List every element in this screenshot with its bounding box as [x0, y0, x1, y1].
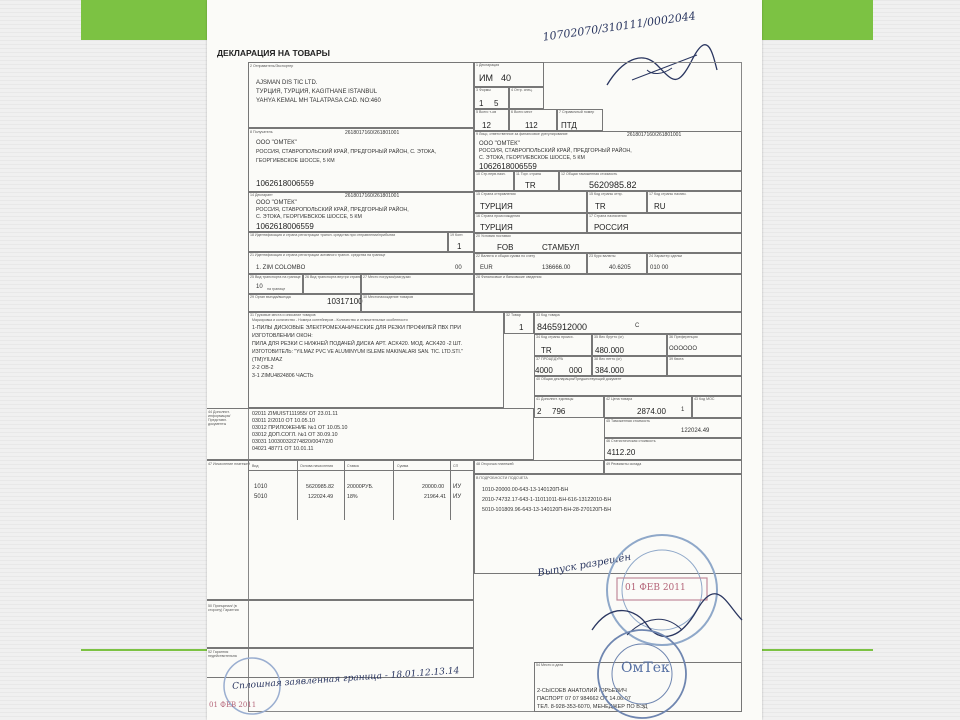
box-32-label: 32 Товар [506, 313, 521, 317]
doc-line-6: 04021 48771 ОТ 10.01.11 [252, 446, 314, 452]
financial-ogrn: 1062618006559 [479, 162, 537, 171]
box-45-label: 45 Таможенная стоимость [606, 419, 650, 423]
item-price: 2874.00 [637, 407, 666, 416]
container-flag: 1 [457, 242, 462, 251]
declaration-type: ИМ [479, 73, 493, 83]
box-36-label: 36 Преференция [669, 335, 698, 339]
hs-code: 8465912000 [537, 322, 588, 332]
payment-row-2-type: 5010 [254, 494, 268, 500]
box-16-label: 16 Страна происхождения [476, 214, 521, 218]
destination-country-code: RU [654, 202, 666, 211]
goods-line-2: ИЗГОТОВЛЕНИИ ОКОН: [252, 333, 313, 339]
consignee-ogrn: 1062618006559 [256, 179, 314, 188]
payment-row-1-base: 5620985.82 [306, 484, 334, 490]
invoice-amount: 136666.00 [542, 265, 571, 271]
doc-line-3: 03012 ПРИЛОЖЕНИЕ №1 ОТ 10.05.10 [252, 425, 348, 431]
packages-unit: ПТД [561, 121, 577, 130]
deal-nature: 010 00 [650, 265, 669, 271]
box-46-label: 46 Статистическая стоимость [606, 439, 656, 443]
box-30-label: 30 Местонахождение товаров [363, 295, 413, 299]
release-note-handwritten: Выпуск разрешён [536, 551, 632, 580]
goods-line-7: 3-1 ZIMU4824806 ЧАСТЬ [252, 373, 314, 379]
payments-header-line [248, 470, 474, 471]
supp-units-qty: 2 [537, 407, 542, 416]
item-customs-value: 122024.49 [681, 428, 710, 434]
box-1-label: 1 Декларация [476, 63, 500, 67]
financial-address-2: С. ЭТОКА, ГЕОРГИЕВСКОЕ ШОССЕ, 5 КМ [479, 155, 585, 161]
goods-line-1: 1-ПИЛЫ ДИСКОВЫЕ ЭЛЕКТРОМЕХАНИЧЕСКИЕ ДЛЯ РЕЗКИ ПРОФИЛЕЙ ПВХ ПРИ [252, 325, 462, 331]
box-44-label: 44 Дополнит. информация/ Представл. документы [208, 410, 231, 426]
payments-header-type: Вид [252, 464, 259, 468]
box-31-label: 31 Грузовые места и описание товаров [250, 313, 316, 317]
border-vessel: 1. ZIM COLOMBO [256, 265, 306, 271]
trade-country: TR [525, 181, 536, 190]
signatory-passport: ПАСПОРТ 07 07 984662 ОТ 14.06.07 [537, 696, 631, 702]
doc-line-2: 03011 2/2010 ОТ 10.05.10 [252, 418, 315, 424]
delivery-place: СТАМБУЛ [542, 243, 580, 252]
registration-number-handwritten: 10702070/310111/0002044 [541, 9, 697, 44]
payments-header-rate: Ставка [347, 464, 359, 468]
box-25-label: 25 Вид транспорта на границе [250, 275, 301, 279]
sender-country: ТУРЦИЯ, ТУРЦИЯ, KAGITHANE ISTANBUL [256, 89, 378, 95]
box-b-label: В ПОДРОБНОСТИ ПОДСЧЕТА [476, 476, 528, 480]
payment-row-1-sp: ИУ [453, 484, 462, 490]
box-37-label: 37 ПРОЦЕДУРА [536, 357, 564, 361]
accent-line-right [762, 649, 873, 651]
goods-line-4: ИЗГОТОВИТЕЛЬ: "YILMAZ PVC VE ALUMINYUM ISLEME MAKINALARI SAN. TIC. LTD.STI." [252, 349, 463, 355]
payment-row-2-base: 122024.49 [308, 494, 334, 500]
preference-code: ОООООО [669, 346, 698, 352]
box-42-label: 42 Цена товара [606, 397, 633, 401]
declarant-ogrn: 1062618006559 [256, 222, 314, 231]
customs-declaration-scan [207, 0, 762, 720]
accent-bar-left [81, 0, 207, 40]
dispatch-country-code: TR [595, 202, 606, 211]
box-10-label: 10 Стр.перв.назн. [476, 172, 506, 176]
box-47-label: 47 Исчисление платежей [208, 462, 251, 466]
gross-weight: 480.000 [595, 346, 624, 355]
box-20-label: 20 Условия поставки [476, 234, 511, 238]
box-11-label: 11 Торг. страна [516, 172, 541, 176]
sender-name: AJSMAN DIS TIC LTD. [256, 80, 318, 86]
payment-row-1-type: 1010 [254, 484, 268, 490]
box-20-delivery-terms [474, 233, 742, 253]
box-21-label: 21 Идентификация и страна регистрации активного трансп. средства на границе [250, 253, 386, 257]
declarant-address-2: С. ЭТОКА, ГЕОРГИЕВСКОЕ ШОССЕ, 5 КМ [256, 214, 362, 220]
doc-line-1: 02011 ZIMUIST111955/ ОТ 23.01.11 [252, 411, 338, 417]
box-8-label: 8 Получатель [250, 130, 273, 134]
box-15-label: 15 Страна отправления [476, 192, 516, 196]
calc-line-3: 5010-101809.96-643-13-140120П-БН-28-270120П-БН [482, 507, 612, 513]
box-38-label: 38 Вес нетто (кг) [594, 357, 622, 361]
financial-name: ООО "ОМТЕК" [479, 141, 520, 147]
net-weight: 384.000 [595, 366, 624, 375]
origin-code: TR [541, 346, 552, 355]
payments-header-base: Основа начисления [300, 464, 334, 468]
box-54-label: 54 Место и дата [536, 663, 564, 667]
consignee-name: ООО "ОМТЕК" [256, 140, 297, 146]
declarant-inn: 2618017160/261801001 [345, 193, 400, 199]
signatory-phone: ТЕЛ. 8-928-353-6070, МЕНЕДЖЕР ПО ВЭД [537, 704, 648, 710]
document-title: ДЕКЛАРАЦИЯ НА ТОВАРЫ [217, 48, 330, 58]
calc-line-2: 2010-74732.17-643-1-11011011-БН-616-13122010-БН [482, 497, 612, 503]
box-15a-label: 15 Код страны отпр. [589, 192, 623, 196]
bottom-handwriting: Сплошная заявленная граница - 18.01.12.13.14 [231, 666, 460, 692]
box-22-label: 22 Валюта и общая сумма по счету [476, 254, 536, 258]
box-28-label: 28 Финансовые и банковские сведения [476, 275, 542, 279]
sender-address: YAHYA KEMAL MH TALATPASA CAD. NO:460 [256, 98, 381, 104]
box-33-label: 33 Код товара [536, 313, 560, 317]
calc-line-1: 1010-20000.00-643-13-140120П-БН [482, 487, 569, 493]
box-50-label: 50 Принципал/ (в сторону) Гарантия [208, 604, 239, 612]
box-27-label: 27 Место погрузки/разгрузки [363, 275, 411, 279]
total-customs-value: 5620985.82 [589, 180, 637, 190]
box-24-label: 24 Характер сделки [649, 254, 683, 258]
border-transport-mode: 10 [256, 284, 263, 290]
consignee-inn: 2618017160/261801001 [345, 130, 400, 136]
financial-address-1: РОССИЯ, СТАВРОПОЛЬСКИЙ КРАЙ, ПРЕДГОРНЫЙ РАЙОН, [479, 148, 632, 154]
financial-inn: 2618017160/261801001 [627, 132, 682, 138]
declarant-address-1: РОССИЯ, СТАВРОПОЛЬСКИЙ КРАЙ, ПРЕДГОРНЫЙ РАЙОН, [256, 207, 409, 213]
consignee-address-1: РОССИЯ, СТАВРОПОЛЬСКИЙ КРАЙ, ПРЕДГОРНЫЙ РАЙОН, С. ЭТОКА, [256, 149, 436, 155]
forms-total: 5 [494, 99, 499, 108]
supp-units-code: 796 [552, 407, 566, 416]
box-29-label: 29 Орган въезда/выезда [250, 295, 291, 299]
payment-row-2-sum: 21964.41 [424, 494, 447, 500]
box-18-label: 18 Идентификация и страна регистрации трансп. средства при отправлении/прибытии [250, 233, 396, 237]
border-vessel-code: 00 [455, 265, 462, 271]
box-26-label: 26 Вид транспорта внутри страны [305, 275, 362, 279]
box-35-label: 35 Вес брутто (кг) [594, 335, 624, 339]
consignee-address-2: ГЕОРГИЕВСКОЕ ШОССЕ, 5 КМ [256, 158, 335, 164]
box-4-label: 4 Отгр. спец. [511, 88, 533, 92]
left-stamp-date: 01 ФЕВ 2011 [209, 701, 257, 709]
box-14-label: 14 Декларант [250, 193, 273, 197]
payment-row-1-sum: 20000.00 [422, 484, 445, 490]
payments-header-sp: СП [453, 464, 459, 468]
payment-row-2-sp: ИУ [453, 494, 462, 500]
destination-country: РОССИЯ [594, 223, 629, 232]
accent-line-left [81, 649, 207, 651]
box-17a-label: 17 Код страны назнач. [649, 192, 687, 196]
box-12-label: 12 Общая таможенная стоимость [561, 172, 618, 176]
box-50-principal [207, 600, 474, 648]
goods-line-3: ПИЛА ДЛЯ РЕЗКИ С НИЖНЕЙ ПОДАЧЕЙ ДИСКА АРТ. ACK420. МОД. ACK420 -2 ШТ. [252, 341, 462, 347]
box-39-label: 39 Квота [669, 357, 684, 361]
box-28-banking [474, 274, 742, 312]
box-9-label: 9 Лицо, ответственное за финансовое урегулирование [476, 132, 568, 136]
procedure-sub: 000 [569, 366, 583, 375]
payments-col-line-1 [248, 460, 249, 520]
border-transport-sub: на границе [267, 287, 286, 291]
exchange-rate: 40.6205 [609, 265, 631, 271]
box-49-label: 49 Реквизиты склада [606, 462, 642, 466]
payments-col-line-4 [393, 460, 394, 520]
customs-office-code: 10317100 [327, 297, 363, 306]
declaration-procedure: 40 [501, 73, 512, 83]
box-40-label: 40 Общая декларация/Предшествующий документ [536, 377, 622, 381]
invoice-currency: EUR [480, 265, 493, 271]
dispatch-country: ТУРЦИЯ [480, 202, 513, 211]
item-number: 1 [519, 323, 524, 332]
doc-line-5: 03031 10030032/274820/0047/2/0 [252, 439, 334, 445]
payment-row-1-rate: 20000РУБ. [347, 484, 374, 490]
payments-header-sum: Сумма [397, 464, 409, 468]
declarant-name: ООО "ОМТЕК" [256, 200, 297, 206]
payments-col-line-3 [344, 460, 345, 520]
origin-country: ТУРЦИЯ [480, 223, 513, 232]
incoterm: FOB [497, 243, 514, 252]
payments-col-line-2 [297, 460, 298, 520]
hs-code-mark: С [635, 323, 640, 329]
box-2-label: 2 Отправитель/Экспортер [250, 64, 294, 68]
accent-bar-right [762, 0, 873, 40]
company-stamp-text: ОмТек [621, 660, 670, 676]
box-6-label: 6 Всего мест [511, 110, 533, 114]
box-19-label: 19 Конт. [450, 233, 464, 237]
goods-line-5: (TM)YILMAZ [252, 357, 283, 363]
box-52-label: 52 Гарантия недействительна [208, 650, 237, 658]
price-code: 1 [681, 407, 685, 413]
procedure-code: 4000 [535, 366, 553, 375]
box-5-label: 5 Всего т-ов [476, 110, 497, 114]
box-3-label: 3 Формы [476, 88, 491, 92]
release-stamp-date: 01 ФЕВ 2011 [625, 583, 686, 593]
forms-current: 1 [479, 99, 484, 108]
packages-total: 112 [525, 121, 538, 130]
box-23-label: 23 Курс валюты [589, 254, 616, 258]
statistical-value: 4112.20 [607, 448, 636, 457]
items-total: 12 [482, 121, 491, 130]
box-34-label: 34 Код страны происх. [536, 335, 574, 339]
box-43-label: 43 Код МОС [694, 397, 715, 401]
payments-col-line-5 [450, 460, 451, 520]
goods-line-6: 2-2 ОВ-2 [252, 365, 274, 371]
box-41-label: 41 Дополнит. единицы [536, 397, 574, 401]
box-7-label: 7 Справочный номер [559, 110, 595, 114]
box-48-label: 48 Отсрочка платежей [476, 462, 514, 466]
box-31-head: Маркировка и количество - Номера контейнеров - Количество и отличительные особенности [252, 318, 408, 322]
doc-line-4: 03012 ДОП.СОГЛ. №1 ОТ 30.09.10 [252, 432, 338, 438]
payment-row-2-rate: 18% [347, 494, 358, 500]
box-17-label: 17 Страна назначения [589, 214, 627, 218]
signatory-name: 2-СЫСОЕВ АНАТОЛИЙ ЮРЬЕВИЧ [537, 688, 627, 694]
